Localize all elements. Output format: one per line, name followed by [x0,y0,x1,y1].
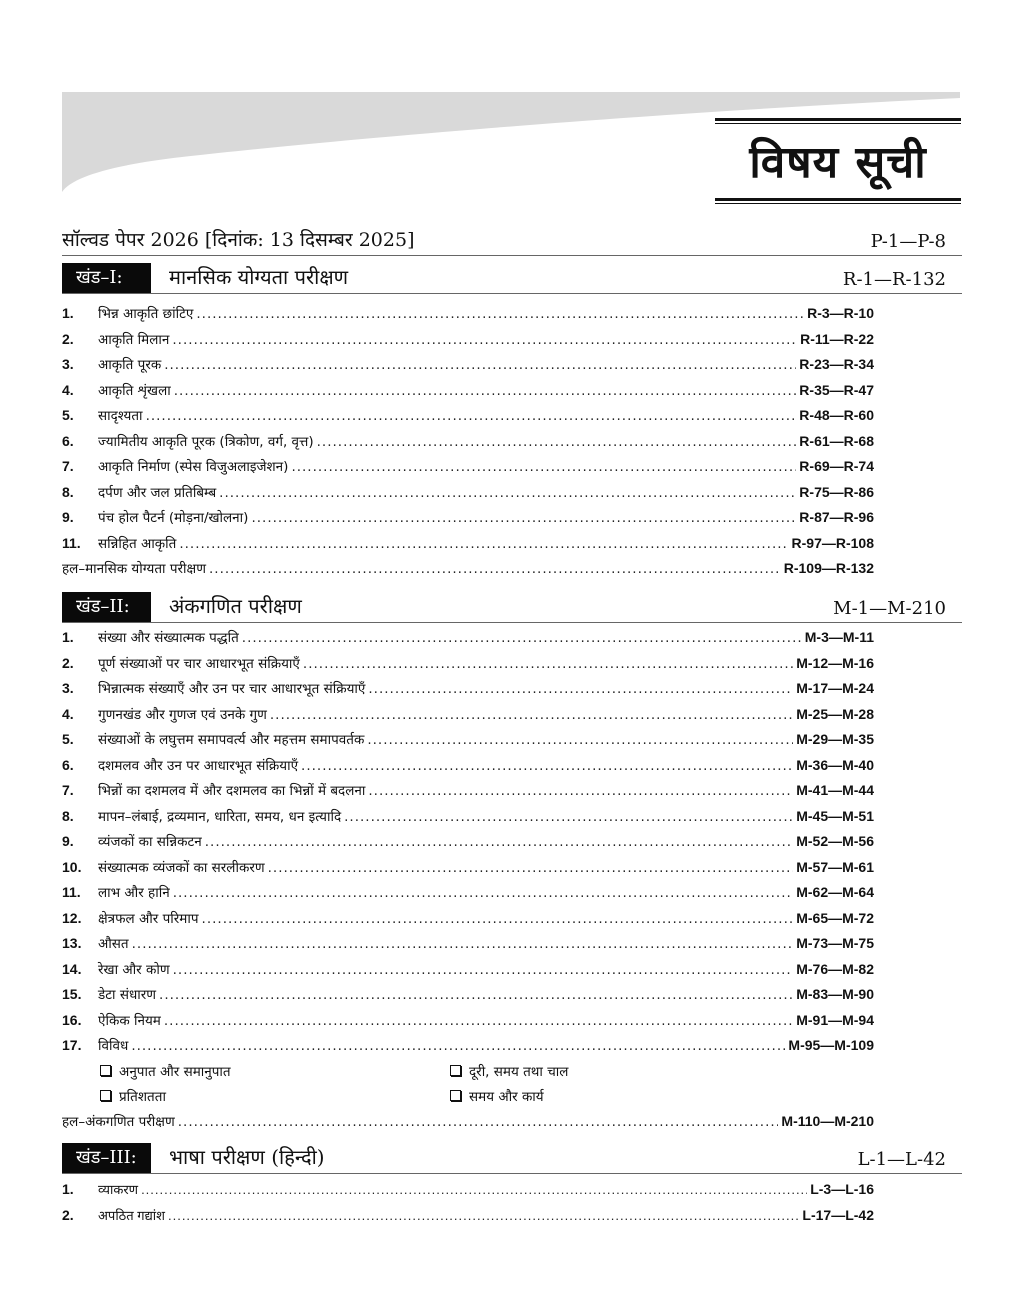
section-header-3[interactable] [62,1143,962,1174]
toc-item[interactable]: 11. सन्निहित आकृति ..... R-97—R-108 [62,534,874,560]
toc-item[interactable]: 2. पूर्ण संख्याओं पर चार आधारभूत संक्रियाएँ ..... M-12—M-16 [62,654,874,680]
checkbox-icon [450,1090,461,1101]
toc-solution-item[interactable]: हल–मानसिक योग्यता परीक्षण ..... R-109—R-132 [62,559,874,585]
leader-dots [146,408,797,424]
leader-dots [173,885,793,901]
subtopic[interactable]: अनुपात और समानुपात [100,1062,450,1080]
toc-item[interactable]: 6. ज्यामितीय आकृति पूरक (त्रिकोण, वर्ग, वृत्त) ..... R-61—R-68 [62,432,874,458]
leader-dots [301,758,793,774]
subtopic[interactable]: समय और कार्य [450,1087,800,1105]
toc-item[interactable]: 2. आकृति मिलान ..... R-11—R-22 [62,330,874,356]
leader-dots [178,1114,779,1130]
toc-item[interactable]: 5. संख्याओं के लघुत्तम समापवर्त्य और महत्तम समापवर्तक ..... M-29—M-35 [62,730,874,756]
section-title: मानसिक योग्यता परीक्षण [169,265,349,289]
toc-item[interactable]: 12. क्षेत्रफल और परिमाप ..... M-65—M-72 [62,909,874,935]
solved-paper-row[interactable] [62,226,962,256]
leader-dots [317,434,797,450]
khand-badge: खंड–I: [62,263,151,293]
leader-dots [303,656,793,672]
leader-dots [141,1182,807,1197]
toc-item[interactable]: 14. रेखा और कोण ..... M-76—M-82 [62,960,874,986]
leader-dots [196,306,804,322]
checkbox-icon [450,1065,461,1076]
leader-dots [168,1208,799,1223]
toc-item[interactable]: 17. विविध ..... M-95—M-109 [62,1036,874,1062]
leader-dots [172,332,797,348]
toc-item[interactable]: 10. संख्यात्मक व्यंजकों का सरलीकरण ..... M-57—M-61 [62,858,874,884]
toc-item[interactable]: 1. व्याकरण ..... L-3—L-16 [62,1180,874,1206]
toc-item[interactable]: 4. आकृति शृंखला ..... R-35—R-47 [62,381,874,407]
toc-item[interactable]: 13. औसत ..... M-73—M-75 [62,934,874,960]
leader-dots [291,459,796,475]
leader-dots [242,630,802,646]
checkbox-icon [100,1090,111,1101]
khand-badge: खंड–III: [62,1143,151,1173]
section-pages: R-1—R-132 [842,269,946,290]
leader-dots [270,707,793,723]
section-title: अंकगणित परीक्षण [169,594,302,618]
toc-item[interactable]: 7. भिन्नों का दशमलव में और दशमलव का भिन्नों में बदलना ..... M-41—M-44 [62,781,874,807]
toc-item[interactable]: 3. आकृति पूरक ..... R-23—R-34 [62,355,874,381]
toc-item[interactable]: 4. गुणनखंड और गुणज एवं उनके गुण ..... M-25—M-28 [62,705,874,731]
checkbox-icon [100,1065,111,1076]
leader-dots [164,1013,793,1029]
solved-paper-pages: P-1—P-8 [870,231,946,252]
section-3-list [62,1180,874,1231]
leader-dots [164,357,796,373]
section-pages: M-1—M-210 [833,598,946,619]
toc-item[interactable]: 9. पंच होल पैटर्न (मोड़ना/खोलना) ..... R-87—R-96 [62,508,874,534]
section-1-list [62,304,874,585]
subtopic[interactable]: दूरी, समय तथा चाल [450,1062,800,1080]
khand-badge: खंड–II: [62,592,151,622]
leader-dots [268,860,794,876]
leader-dots [174,383,797,399]
toc-item[interactable]: 8. मापन–लंबाई, द्रव्यमान, धारिता, समय, धन इत्यादि ..... M-45—M-51 [62,807,874,833]
leader-dots [368,783,793,799]
section-header-1[interactable] [62,263,962,294]
leader-dots [209,561,781,577]
section-pages: L-1—L-42 [857,1149,946,1170]
toc-item[interactable]: 1. भिन्न आकृति छांटिए ..... R-3—R-10 [62,304,874,330]
toc-item[interactable]: 11. लाभ और हानि ..... M-62—M-64 [62,883,874,909]
section-header-2[interactable] [62,592,962,623]
section-2-list [62,628,874,1137]
leader-dots [367,732,793,748]
solved-paper-label: सॉल्वड पेपर 2026 [दिनांक: 13 दिसम्बर 2025] [62,229,415,251]
toc-item[interactable]: 15. डेटा संधारण ..... M-83—M-90 [62,985,874,1011]
leader-dots [251,510,796,526]
toc-item[interactable]: 16. ऐकिक नियम ..... M-91—M-94 [62,1011,874,1037]
section-title: भाषा परीक्षण (हिन्दी) [169,1145,325,1169]
leader-dots [132,936,794,952]
leader-dots [173,962,794,978]
toc-item[interactable]: 2. अपठित गद्यांश ..... L-17—L-42 [62,1206,874,1232]
toc-item[interactable]: 8. दर्पण और जल प्रतिबिम्ब ..... R-75—R-86 [62,483,874,509]
leader-dots [368,681,793,697]
leader-dots [202,911,794,927]
leader-dots [159,987,793,1003]
subtopic[interactable]: प्रतिशतता [100,1087,450,1105]
title-rule-bottom [715,198,961,204]
toc-item[interactable]: 7. आकृति निर्माण (स्पेस विजुअलाइजेशन) ..... R-69—R-74 [62,457,874,483]
toc-item[interactable]: 9. व्यंजकों का सन्निकटन ..... M-52—M-56 [62,832,874,858]
subtopic-row [62,1087,874,1112]
subtopic-row [62,1062,874,1087]
toc-item[interactable]: 6. दशमलव और उन पर आधारभूत संक्रियाएँ ..... M-36—M-40 [62,756,874,782]
leader-dots [205,834,793,850]
toc-solution-item[interactable]: हल–अंकगणित परीक्षण ..... M-110—M-210 [62,1112,874,1138]
title-block [715,118,961,204]
page-title: विषय सूची [749,137,927,188]
toc-item[interactable]: 3. भिन्नात्मक संख्याएँ और उन पर चार आधारभूत संक्रियाएँ ..... M-17—M-24 [62,679,874,705]
leader-dots [179,536,788,552]
leader-dots [131,1038,785,1054]
leader-dots [344,809,793,825]
toc-item[interactable]: 1. संख्या और संख्यात्मक पद्धति ..... M-3—M-11 [62,628,874,654]
leader-dots [219,485,796,501]
toc-item[interactable]: 5. सादृश्यता ..... R-48—R-60 [62,406,874,432]
